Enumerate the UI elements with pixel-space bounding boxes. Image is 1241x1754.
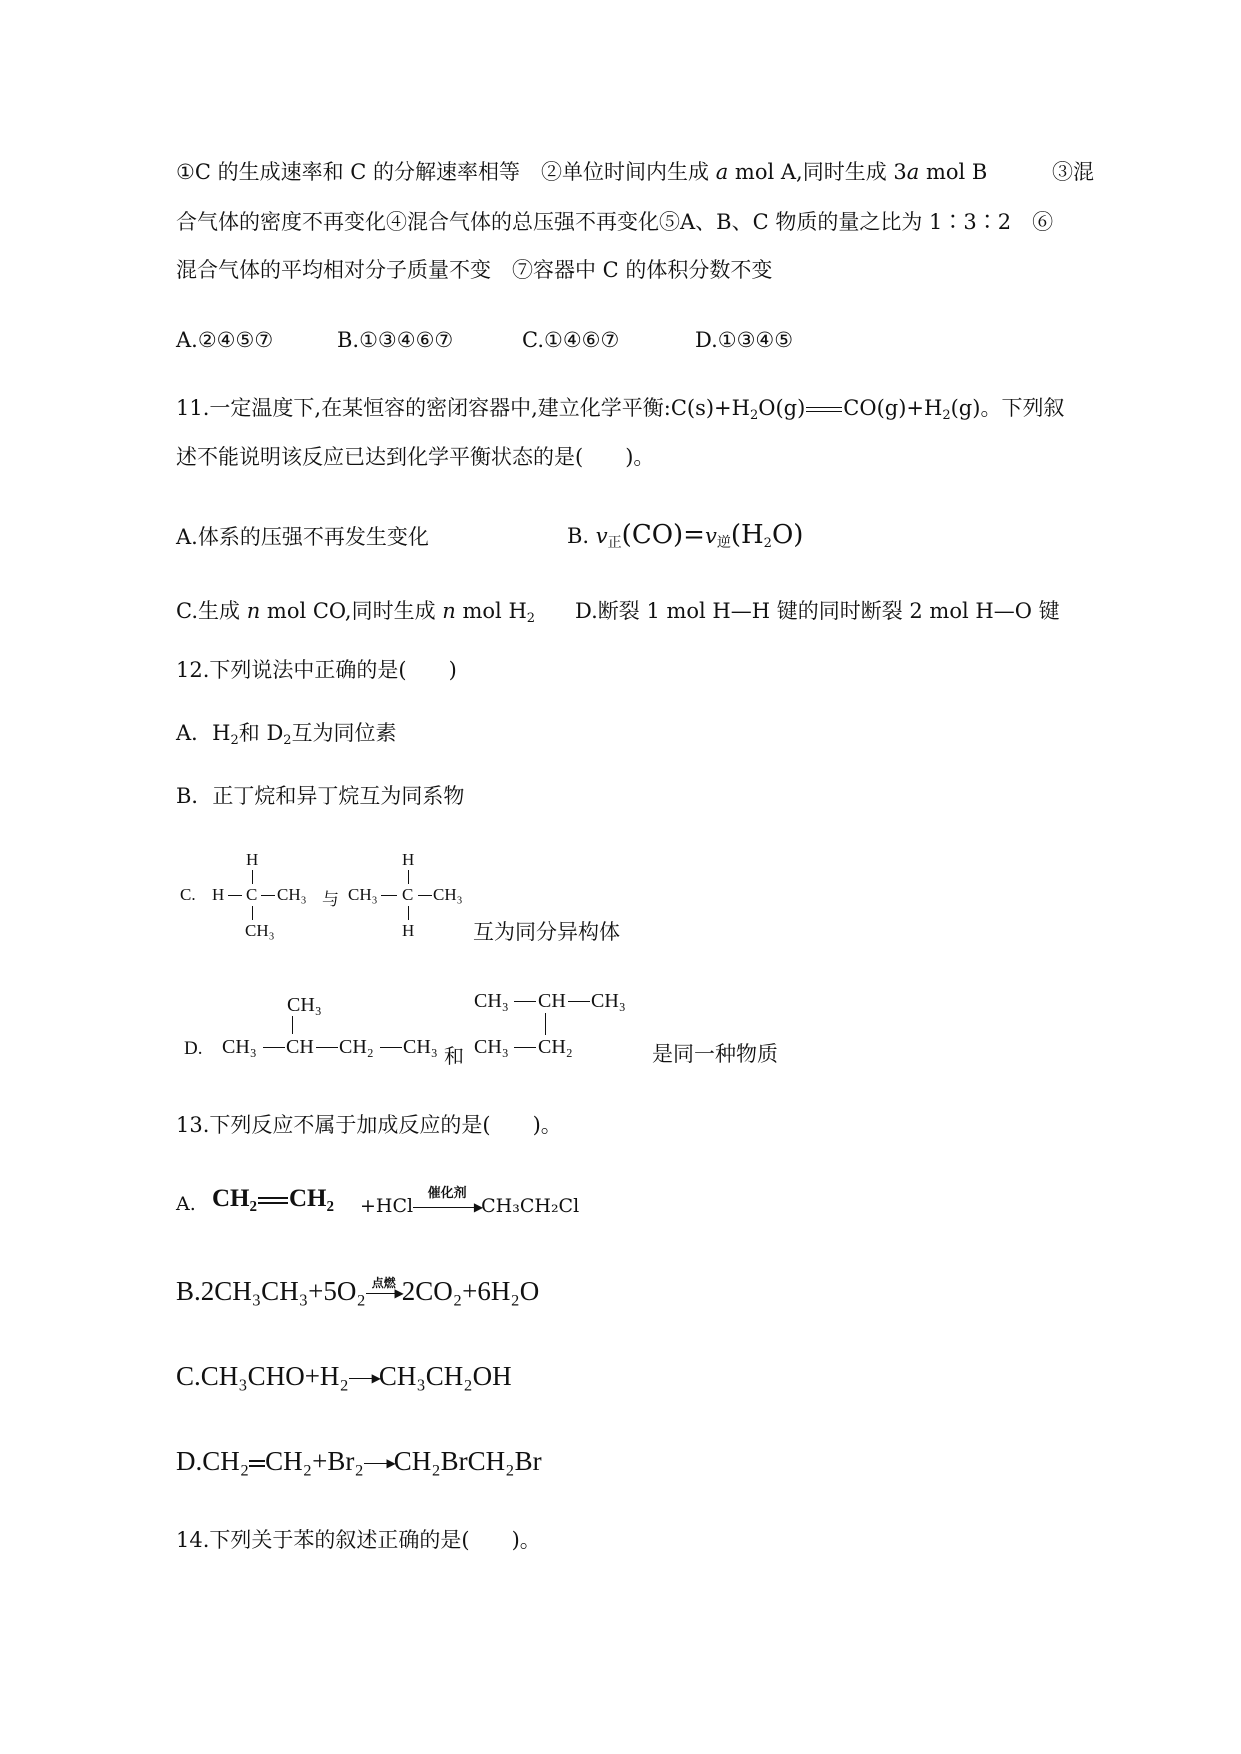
condition-line-2: 合气体的密度不再变化④混合气体的总压强不再变化⑤A、B、C 物质的量之比为 1∶3∶2 ⑥: [176, 210, 1054, 234]
condition-line-3: 混合气体的平均相对分子质量不变 ⑦容器中 C 的体积分数不变: [176, 258, 773, 282]
q11-option-a: A.体系的压强不再发生变化: [176, 525, 429, 549]
q12-d-label: D.: [184, 1038, 203, 1059]
q13-option-d: D.CH₂ CH₂+Br₂ ▶ CH₂BrCH₂Br: [176, 1446, 542, 1476]
double-bond-icon: [258, 1197, 288, 1204]
q13-option-c: C.CH₃CHO+H₂ ▶ CH₃CH₂OH: [176, 1361, 512, 1391]
q11-stem-line-2: 述不能说明该反应已达到化学平衡状态的是( )。: [176, 445, 655, 469]
q12-option-c-text: 互为同分异构体: [473, 920, 620, 944]
equilibrium-arrow-icon: [806, 406, 842, 414]
double-bond-icon: [249, 1460, 265, 1467]
reaction-arrow-icon: ▶: [349, 1378, 379, 1379]
condition-line-1: [176, 162, 987, 183]
q12-option-d-text: 是同一种物质: [652, 1042, 778, 1066]
q11-stem-line-1: 11.一定温度下,在某恒容的密闭容器中,建立化学平衡$:C(s)+H_2O(g)$ $CO(g)+H_2(g)$。下列叙: [176, 396, 1065, 423]
condition-3-start: ③混: [1052, 160, 1094, 184]
reaction-arrow-icon: ▶ 点燃: [366, 1293, 402, 1294]
q12-option-b: B．正丁烷和异丁烷互为同系物: [176, 784, 465, 808]
q11-option-b: B. $v_正(CO)=v_逆(H_2O)$: [567, 520, 804, 551]
q10-option-b: B.①③④⑥⑦: [337, 328, 454, 352]
condition-1: ①C 的生成速率和 C 的分解速率相等: [176, 160, 520, 184]
q13-option-a-ethene: CH₂ CH₂: [212, 1185, 334, 1212]
condition-2: ②单位时间内生成 a mol A,同时生成 3a mol B: [541, 160, 988, 184]
q10-option-d: D.①③④⑤: [695, 328, 794, 352]
q10-option-a: A.②④⑤⑦: [176, 328, 274, 352]
q11-option-c: C.生成 n mol CO,同时生成 n mol $H_2$: [176, 599, 536, 626]
q13-option-a-rest: +HCl ▶ 催化剂 CH₃CH₂Cl: [360, 1185, 580, 1217]
q14-stem: 14.下列关于苯的叙述正确的是( )。: [176, 1528, 541, 1552]
q12-option-a: A．$H_2$和 $D_2$互为同位素: [176, 721, 397, 748]
q10-option-c: C.①④⑥⑦: [522, 328, 620, 352]
q12-c-label: C.: [180, 885, 196, 904]
q13-stem: 13.下列反应不属于加成反应的是( )。: [176, 1113, 562, 1137]
q13-option-a-label: A.: [176, 1193, 196, 1215]
q12-stem: 12.下列说法中正确的是( ): [176, 658, 457, 682]
reaction-arrow-icon: ▶: [364, 1463, 394, 1464]
reaction-arrow-icon: ▶ 催化剂: [413, 1207, 481, 1208]
q13-option-b: B.2CH₃CH₃+5O₂ ▶ 点燃 2CO₂+6H₂O: [176, 1276, 540, 1306]
q11-option-d: D.断裂 1 mol H—H 键的同时断裂 2 mol H—O 键: [575, 599, 1060, 623]
